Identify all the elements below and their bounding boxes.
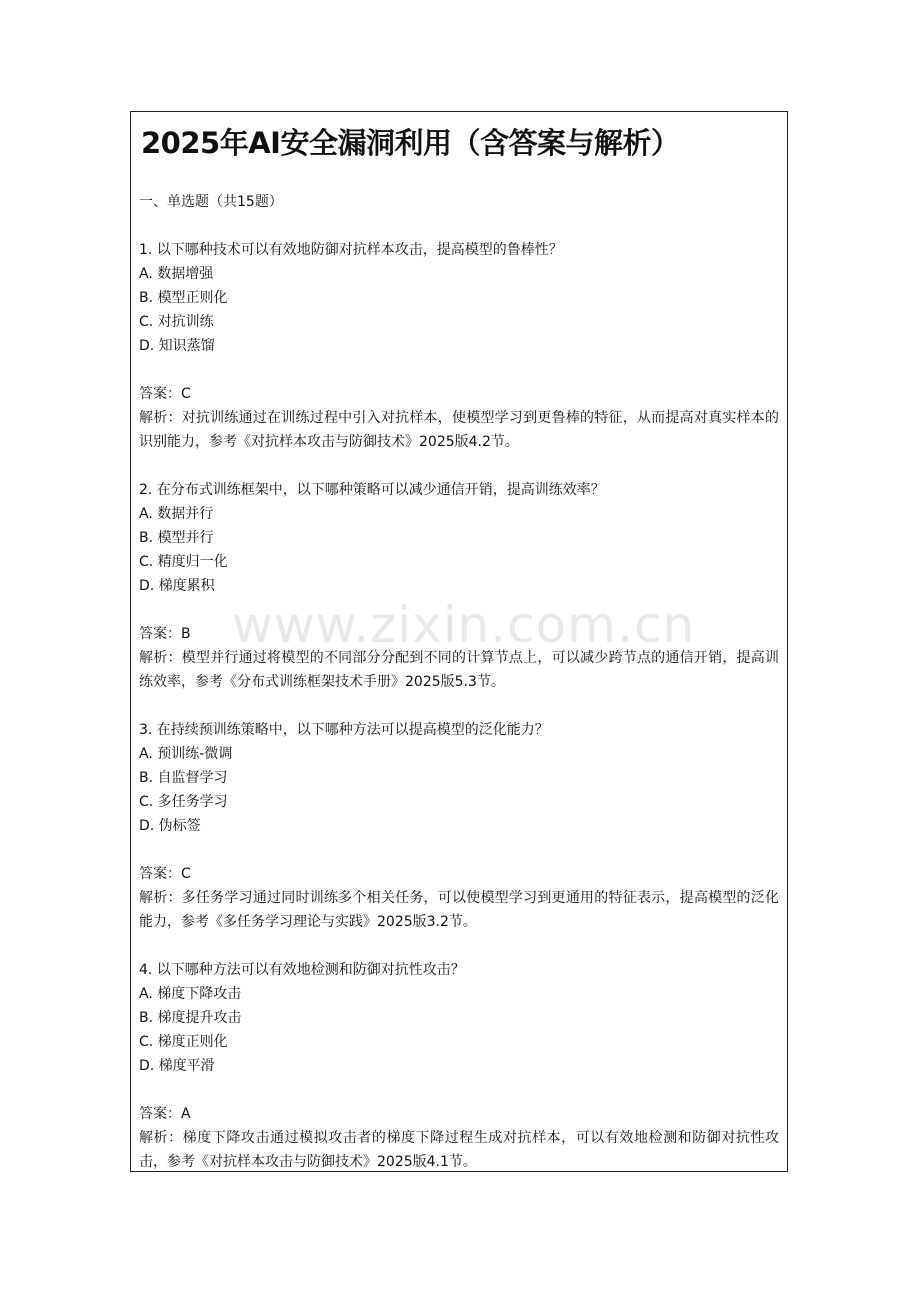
- question-block-4: [139, 958, 779, 1172]
- option-a: A. 数据并行: [139, 506, 214, 522]
- watermark: www.zixin.com.cn: [232, 596, 696, 654]
- question-stem: 2. 在分布式训练框架中，以下哪种策略可以减少通信开销，提高训练效率？: [139, 482, 605, 498]
- question-stem: 1. 以下哪种技术可以有效地防御对抗样本攻击，提高模型的鲁棒性？: [139, 242, 563, 258]
- option-d: D. 梯度平滑: [139, 1058, 215, 1074]
- question-block-1: [139, 238, 779, 454]
- answer-line: 答案：C: [139, 386, 191, 402]
- option-d: D. 伪标签: [139, 818, 201, 834]
- option-b: B. 梯度提升攻击: [139, 1010, 242, 1026]
- explanation-text: 解析：多任务学习通过同时训练多个相关任务，可以使模型学习到更通用的特征表示，提高模型的泛化能力，参考《多任务学习理论与实践》2025版3.2节。: [139, 890, 779, 930]
- explanation-text: 解析：梯度下降攻击通过模拟攻击者的梯度下降过程生成对抗样本，可以有效地检测和防御对抗性攻击，参考《对抗样本攻击与防御技术》2025版4.1节。: [139, 1130, 779, 1170]
- answer-line: 答案：B: [139, 626, 191, 642]
- option-b: B. 模型并行: [139, 530, 214, 546]
- option-c: C. 对抗训练: [139, 314, 214, 330]
- option-a: A. 预训练-微调: [139, 746, 233, 762]
- option-c: C. 精度归一化: [139, 554, 228, 570]
- explanation-text: 解析：对抗训练通过在训练过程中引入对抗样本，使模型学习到更鲁棒的特征，从而提高对真实样本的识别能力，参考《对抗样本攻击与防御技术》2025版4.2节。: [139, 410, 779, 450]
- option-b: B. 自监督学习: [139, 770, 228, 786]
- question-stem: 4. 以下哪种方法可以有效地检测和防御对抗性攻击？: [139, 962, 465, 978]
- answer-line: 答案：A: [139, 1106, 191, 1122]
- document-title: 2025年AI安全漏洞利用（含答案与解析）: [141, 126, 680, 160]
- option-b: B. 模型正则化: [139, 290, 228, 306]
- option-d: D. 梯度累积: [139, 578, 215, 594]
- question-block-3: [139, 718, 779, 934]
- document-page: [130, 111, 788, 1172]
- explanation-text: 解析：模型并行通过将模型的不同部分分配到不同的计算节点上，可以减少跨节点的通信开销，提高训练效率，参考《分布式训练框架技术手册》2025版5.3节。: [139, 650, 779, 690]
- answer-line: 答案：C: [139, 866, 191, 882]
- option-c: C. 梯度正则化: [139, 1034, 228, 1050]
- option-c: C. 多任务学习: [139, 794, 228, 810]
- question-stem: 3. 在持续预训练策略中，以下哪种方法可以提高模型的泛化能力？: [139, 722, 549, 738]
- section-heading: 一、单选题（共15题）: [139, 194, 283, 210]
- option-d: D. 知识蒸馏: [139, 338, 215, 354]
- option-a: A. 梯度下降攻击: [139, 986, 242, 1002]
- option-a: A. 数据增强: [139, 266, 214, 282]
- question-block-2: [139, 478, 779, 694]
